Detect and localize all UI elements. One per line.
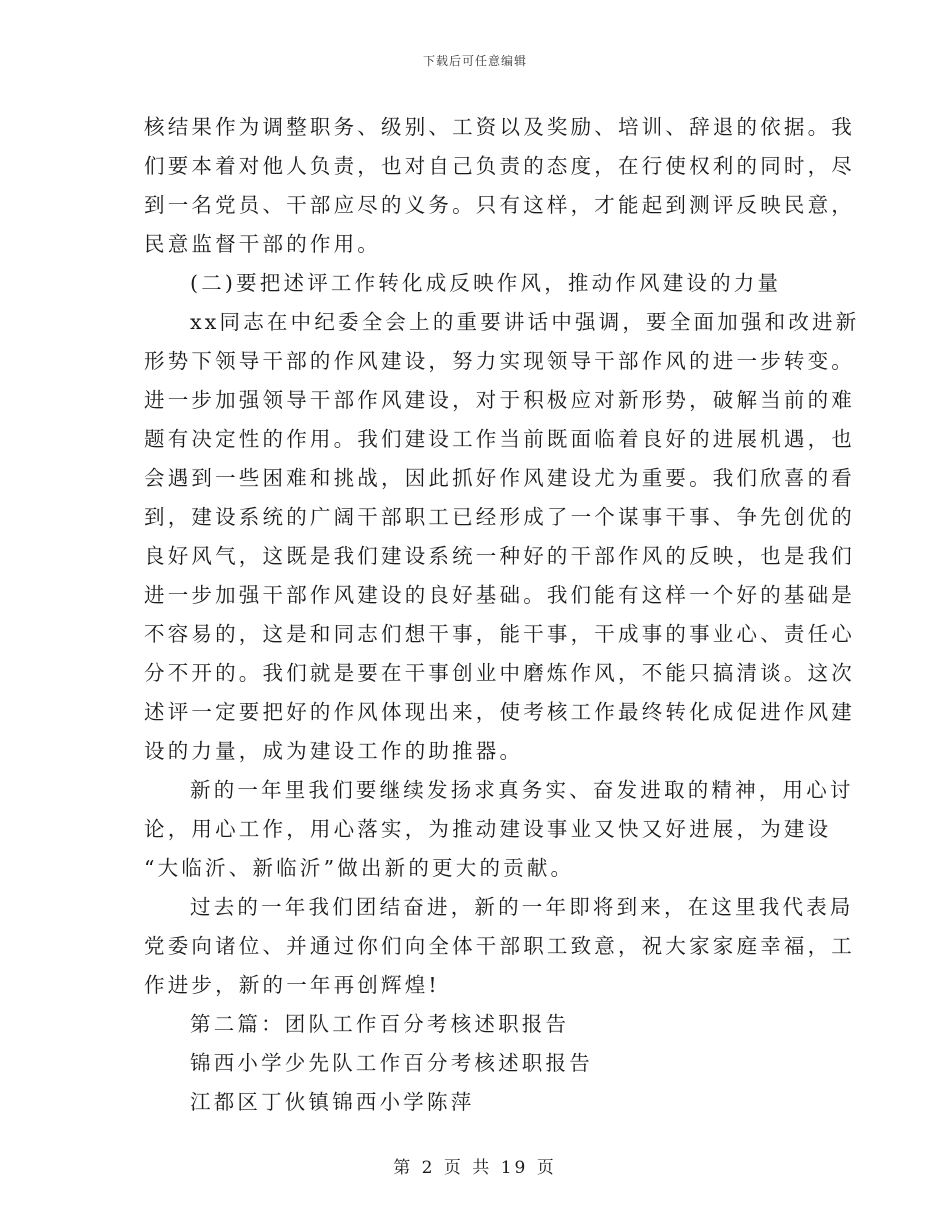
text-line: 到一名党员、干部应尽的义务。只有这样，才能起到测评反映民意， — [144, 193, 855, 217]
text-line: 良好风气，这既是我们建设系统一种好的干部作风的反映，也是我们 — [144, 544, 855, 568]
text-line: 不容易的，这是和同志们想干事，能干事，干成事的事业心、责任心 — [144, 622, 855, 646]
text-line: 到，建设系统的广阔干部职工已经形成了一个谋事干事、争先创优的 — [144, 505, 855, 529]
text-line: 论，用心工作，用心落实，为推动建设事业又快又好进展，为建设 — [144, 817, 832, 841]
text-line: 新的一年里我们要继续发扬求真务实、奋发进取的精神，用心讨 — [190, 778, 854, 802]
page-header-note: 下载后可任意编辑 — [422, 54, 527, 68]
author-line: 江都区丁伙镇锦西小学陈萍 — [190, 1090, 475, 1114]
text-line: 党委向诸位、并通过你们向全体干部职工致意，祝大家家庭幸福，工 — [144, 934, 855, 958]
text-line: 民意监督干部的作用。 — [144, 232, 381, 256]
section-heading: (二)要把述评工作转化成反映作风，推动作风建设的力量 — [190, 271, 782, 295]
report-title: 锦西小学少先队工作百分考核述职报告 — [190, 1051, 593, 1075]
text-line: 分不开的。我们就是要在干事创业中磨炼作风，不能只搞清谈。这次 — [144, 661, 855, 685]
text-line: xx同志在中纪委全会上的重要讲话中强调，要全面加强和改进新 — [190, 310, 860, 334]
text-line: 过去的一年我们团结奋进，新的一年即将到来，在这里我代表局 — [190, 895, 854, 919]
text-line: 会遇到一些困难和挑战，因此抓好作风建设尤为重要。我们欣喜的看 — [144, 466, 855, 490]
text-line: 设的力量，成为建设工作的助推器。 — [144, 739, 524, 763]
text-line: 们要本着对他人负责，也对自己负责的态度，在行使权利的同时，尽 — [144, 154, 855, 178]
text-line: “大临沂、新临沂”做出新的更大的贡献。 — [144, 856, 575, 880]
text-line: 形势下领导干部的作风建设，努力实现领导干部作风的进一步转变。 — [144, 349, 855, 373]
text-line: 作进步，新的一年再创辉煌! — [144, 973, 440, 997]
chapter-title: 第二篇：团队工作百分考核述职报告 — [190, 1012, 570, 1036]
page-number: 第 2 页 共 19 页 — [393, 1158, 557, 1178]
document-body — [144, 108, 860, 1122]
text-line: 进一步加强干部作风建设的良好基础。我们能有这样一个好的基础是 — [144, 583, 855, 607]
text-line: 核结果作为调整职务、级别、工资以及奖励、培训、辞退的依据。我 — [144, 115, 855, 139]
text-line: 题有决定性的作用。我们建设工作当前既面临着良好的进展机遇，也 — [144, 427, 855, 451]
text-line: 述评一定要把好的作风体现出来，使考核工作最终转化成促进作风建 — [144, 700, 855, 724]
text-line: 进一步加强领导干部作风建设，对于积极应对新形势，破解当前的难 — [144, 388, 855, 412]
